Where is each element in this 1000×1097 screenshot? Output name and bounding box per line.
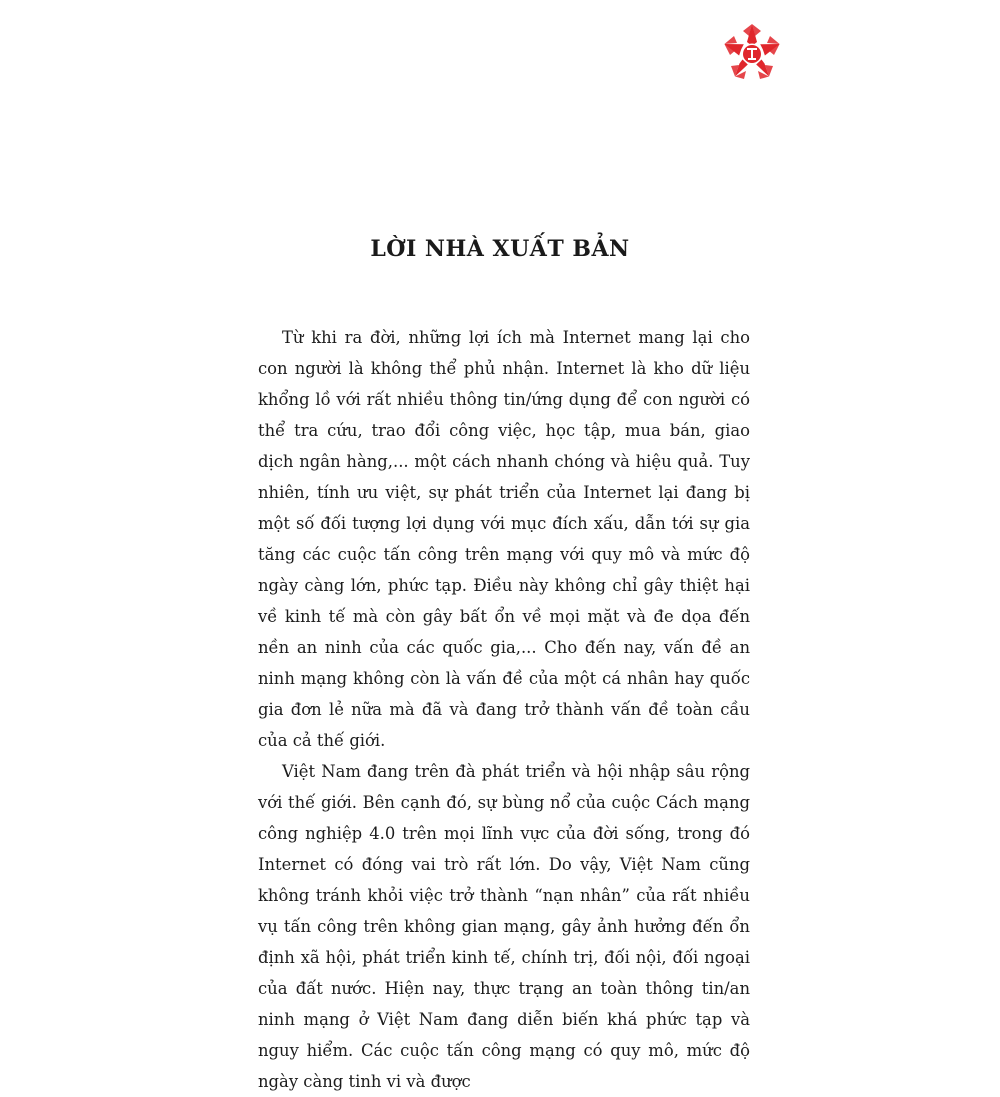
publisher-star-logo-icon	[721, 22, 783, 84]
page-title: LỜI NHÀ XUẤT BẢN	[370, 236, 630, 262]
publisher-logo-graphic	[721, 22, 783, 84]
body-text	[258, 322, 750, 1097]
paragraph-2: Việt Nam đang trên đà phát triển và hội nhập sâu rộng với thế giới. Bên cạnh đó, sự bùng nổ của cuộc Cách mạng công nghiệp 4.0 trên mọi lĩnh vực của đời sống, trong đó Internet có đóng vai trò rất lớn. Do vậy, Việt Nam cũng không tránh khỏi việc trở thành “nạn nhân” của rất nhiều vụ tấn công trên không gian mạng, gây ảnh hưởng đến ổn định xã hội, phát triển kinh tế, chính trị, đối nội, đối ngoại của đất nước. Hiện nay, thực trạng an toàn thông tin/an ninh mạng ở Việt Nam đang diễn biến khá phức tạp và nguy hiểm. Các cuộc tấn công mạng có quy mô, mức độ ngày càng tinh vi và được	[258, 762, 750, 1091]
paragraph-1: Từ khi ra đời, những lợi ích mà Internet mang lại cho con người là không thể phủ nhận. Internet là kho dữ liệu khổng lồ với rất nhiều thông tin/ứng dụng để con người có thể tra cứu, trao đổi công việc, học tập, mua bán, giao dịch ngân hàng,... một cách nhanh chóng và hiệu quả. Tuy nhiên, tính ưu việt, sự phát triển của Internet lại đang bị một số đối tượng lợi dụng với mục đích xấu, dẫn tới sự gia tăng các cuộc tấn công trên mạng với quy mô và mức độ ngày càng lớn, phức tạp. Điều này không chỉ gây thiệt hại về kinh tế mà còn gây bất ổn về mọi mặt và đe dọa đến nền an ninh của các quốc gia,... Cho đến nay, vấn đề an ninh mạng không còn là vấn đề của một cá nhân hay quốc gia đơn lẻ nữa mà đã và đang trở thành vấn đề toàn cầu của cả thế giới.	[258, 328, 750, 750]
